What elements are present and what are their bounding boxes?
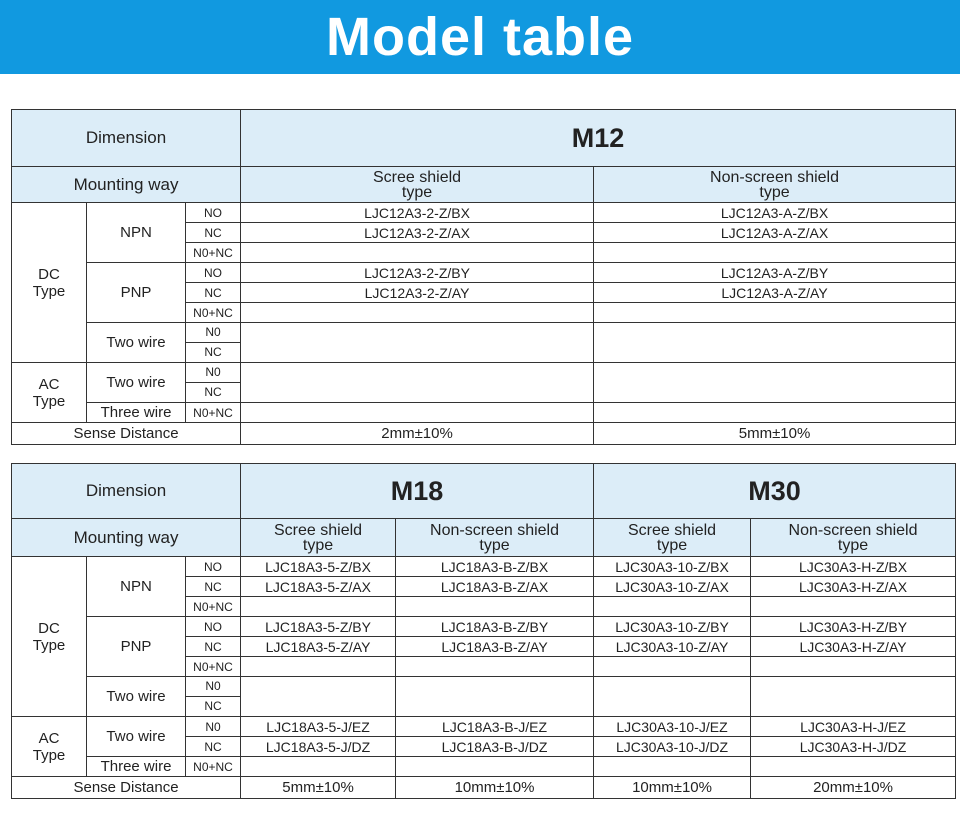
model-cell: LJC18A3-B-Z/AY bbox=[396, 637, 594, 657]
signal-label: N0+NC bbox=[186, 597, 241, 617]
npn-label: NPN bbox=[87, 557, 186, 617]
distance-cell: 10mm±10% bbox=[396, 777, 594, 799]
model-cell: LJC12A3-2-Z/AY bbox=[241, 283, 594, 303]
empty-cell bbox=[241, 657, 396, 677]
two-wire-label: Two wire bbox=[87, 323, 186, 363]
sense-distance-label: Sense Distance bbox=[12, 423, 241, 445]
table-row bbox=[12, 617, 956, 637]
signal-label: NO bbox=[186, 203, 241, 223]
table-row bbox=[12, 323, 956, 363]
model-cell: LJC12A3-A-Z/BX bbox=[594, 203, 956, 223]
mounting-way-label: Mounting way bbox=[12, 167, 241, 203]
model-cell: LJC30A3-H-Z/AX bbox=[751, 577, 956, 597]
signal-label: NC bbox=[204, 345, 222, 359]
table-row bbox=[12, 403, 956, 423]
sense-distance-row bbox=[12, 423, 956, 445]
screen-type-header: Scree shield type bbox=[241, 167, 594, 203]
empty-cell bbox=[241, 363, 594, 403]
size-m30: M30 bbox=[594, 464, 956, 519]
signal-label: N0+NC bbox=[186, 403, 241, 423]
signal-split bbox=[186, 677, 241, 717]
model-cell: LJC18A3-5-Z/AY bbox=[241, 637, 396, 657]
signal-label: NC bbox=[204, 385, 222, 399]
mounting-row bbox=[12, 167, 956, 203]
model-cell: LJC18A3-5-Z/BX bbox=[241, 557, 396, 577]
signal-label: N0 bbox=[186, 717, 241, 737]
empty-cell bbox=[751, 657, 956, 677]
empty-cell bbox=[241, 677, 396, 717]
mounting-row bbox=[12, 519, 956, 557]
empty-cell bbox=[241, 597, 396, 617]
signal-label: N0 bbox=[186, 323, 240, 343]
two-wire-label: Two wire bbox=[87, 717, 186, 757]
model-cell: LJC12A3-A-Z/AY bbox=[594, 283, 956, 303]
model-cell: LJC18A3-B-J/EZ bbox=[396, 717, 594, 737]
signal-split bbox=[186, 363, 241, 403]
table-row bbox=[12, 757, 956, 777]
empty-cell bbox=[594, 757, 751, 777]
signal-label: NC bbox=[186, 283, 241, 303]
table-row bbox=[12, 263, 956, 283]
pnp-label: PNP bbox=[87, 617, 186, 677]
model-cell: LJC30A3-10-Z/AX bbox=[594, 577, 751, 597]
signal-label: N0+NC bbox=[186, 657, 241, 677]
empty-cell bbox=[241, 303, 594, 323]
model-cell: LJC30A3-H-Z/AY bbox=[751, 637, 956, 657]
empty-cell bbox=[594, 303, 956, 323]
signal-label: NO bbox=[186, 557, 241, 577]
mounting-way-label: Mounting way bbox=[12, 519, 241, 557]
model-cell: LJC18A3-B-Z/AX bbox=[396, 577, 594, 597]
model-cell: LJC30A3-10-Z/AY bbox=[594, 637, 751, 657]
model-cell: LJC30A3-H-Z/BX bbox=[751, 557, 956, 577]
signal-label: N0 bbox=[186, 677, 240, 697]
empty-cell bbox=[594, 403, 956, 423]
dimension-label: Dimension bbox=[12, 464, 241, 519]
sense-distance-label: Sense Distance bbox=[12, 777, 241, 799]
signal-label: N0+NC bbox=[186, 757, 241, 777]
empty-cell bbox=[241, 403, 594, 423]
signal-label: NO bbox=[186, 617, 241, 637]
two-wire-label: Two wire bbox=[87, 363, 186, 403]
ac-type-label: AC Type bbox=[12, 717, 87, 777]
two-wire-label: Two wire bbox=[87, 677, 186, 717]
empty-cell bbox=[751, 757, 956, 777]
signal-label: NC bbox=[186, 577, 241, 597]
empty-cell bbox=[751, 677, 956, 717]
table-row bbox=[12, 203, 956, 223]
model-cell: LJC30A3-10-Z/BY bbox=[594, 617, 751, 637]
size-m12: M12 bbox=[241, 110, 956, 167]
signal-label: NC bbox=[186, 637, 241, 657]
model-cell: LJC18A3-B-Z/BY bbox=[396, 617, 594, 637]
empty-cell bbox=[241, 323, 594, 363]
distance-cell: 10mm±10% bbox=[594, 777, 751, 799]
title-banner bbox=[0, 0, 960, 74]
model-cell: LJC12A3-2-Z/BX bbox=[241, 203, 594, 223]
nonscreen-type-header: Non-screen shield type bbox=[751, 519, 956, 557]
signal-label: NC bbox=[204, 699, 222, 713]
model-cell: LJC30A3-10-J/EZ bbox=[594, 717, 751, 737]
model-cell: LJC12A3-2-Z/BY bbox=[241, 263, 594, 283]
distance-cell: 2mm±10% bbox=[241, 423, 594, 445]
model-cell: LJC18A3-B-J/DZ bbox=[396, 737, 594, 757]
model-cell: LJC18A3-5-Z/AX bbox=[241, 577, 396, 597]
empty-cell bbox=[594, 597, 751, 617]
empty-cell bbox=[241, 757, 396, 777]
nonscreen-type-header: Non-screen shield type bbox=[396, 519, 594, 557]
model-cell: LJC30A3-H-J/DZ bbox=[751, 737, 956, 757]
distance-cell: 20mm±10% bbox=[751, 777, 956, 799]
signal-label: NO bbox=[186, 263, 241, 283]
signal-label: N0 bbox=[186, 363, 240, 383]
three-wire-label: Three wire bbox=[87, 757, 186, 777]
signal-label: NC bbox=[186, 737, 241, 757]
model-table-m18-m30 bbox=[11, 463, 956, 799]
npn-label: NPN bbox=[87, 203, 186, 263]
ac-type-label: AC Type bbox=[12, 363, 87, 423]
empty-cell bbox=[751, 597, 956, 617]
signal-label: NC bbox=[186, 223, 241, 243]
empty-cell bbox=[594, 677, 751, 717]
dimension-label: Dimension bbox=[12, 110, 241, 167]
distance-cell: 5mm±10% bbox=[594, 423, 956, 445]
sense-distance-row bbox=[12, 777, 956, 799]
nonscreen-type-header: Non-screen shield type bbox=[594, 167, 956, 203]
empty-cell bbox=[241, 243, 594, 263]
model-table-m12 bbox=[11, 109, 956, 445]
pnp-label: PNP bbox=[87, 263, 186, 323]
table-row bbox=[12, 363, 956, 403]
model-cell: LJC18A3-5-J/DZ bbox=[241, 737, 396, 757]
model-cell: LJC30A3-10-J/DZ bbox=[594, 737, 751, 757]
signal-label: N0+NC bbox=[186, 243, 241, 263]
model-cell: LJC30A3-H-Z/BY bbox=[751, 617, 956, 637]
empty-cell bbox=[594, 657, 751, 677]
dc-type-label: DC Type bbox=[12, 557, 87, 717]
three-wire-label: Three wire bbox=[87, 403, 186, 423]
model-cell: LJC12A3-A-Z/AX bbox=[594, 223, 956, 243]
empty-cell bbox=[396, 757, 594, 777]
screen-type-header: Scree shield type bbox=[594, 519, 751, 557]
model-cell: LJC12A3-2-Z/AX bbox=[241, 223, 594, 243]
empty-cell bbox=[396, 597, 594, 617]
dimension-row bbox=[12, 110, 956, 167]
dc-type-label: DC Type bbox=[12, 203, 87, 363]
empty-cell bbox=[396, 677, 594, 717]
table-row bbox=[12, 557, 956, 577]
model-cell: LJC18A3-5-Z/BY bbox=[241, 617, 396, 637]
model-cell: LJC18A3-B-Z/BX bbox=[396, 557, 594, 577]
size-m18: M18 bbox=[241, 464, 594, 519]
model-cell: LJC30A3-H-J/EZ bbox=[751, 717, 956, 737]
empty-cell bbox=[594, 363, 956, 403]
empty-cell bbox=[594, 323, 956, 363]
empty-cell bbox=[594, 243, 956, 263]
model-cell: LJC30A3-10-Z/BX bbox=[594, 557, 751, 577]
signal-label: N0+NC bbox=[186, 303, 241, 323]
screen-type-header: Scree shield type bbox=[241, 519, 396, 557]
signal-split bbox=[186, 323, 241, 363]
model-cell: LJC12A3-A-Z/BY bbox=[594, 263, 956, 283]
page-title: Model table bbox=[325, 7, 635, 67]
distance-cell: 5mm±10% bbox=[241, 777, 396, 799]
model-cell: LJC18A3-5-J/EZ bbox=[241, 717, 396, 737]
table-row bbox=[12, 717, 956, 737]
dimension-row bbox=[12, 464, 956, 519]
table-row bbox=[12, 677, 956, 717]
empty-cell bbox=[396, 657, 594, 677]
